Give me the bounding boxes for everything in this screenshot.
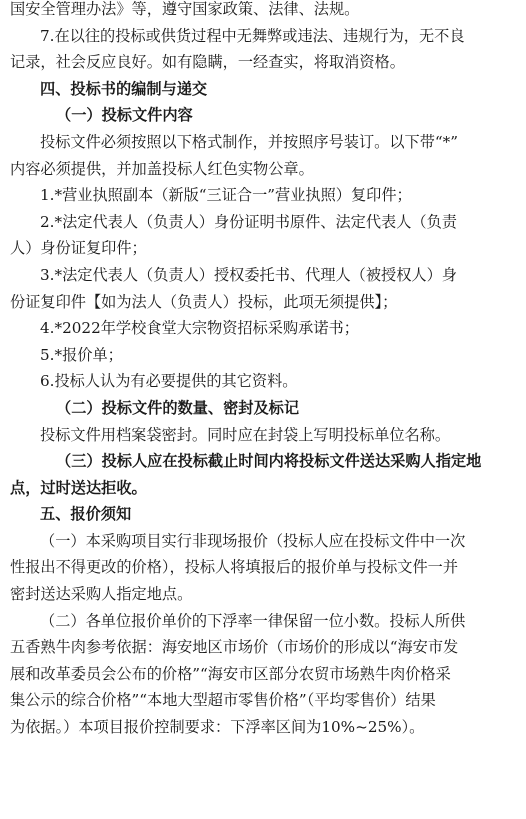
text-line: 为依据。）本项目报价控制要求：下浮率区间为10%~25%）。: [10, 718, 425, 737]
text-line: 内容必须提供，并加盖投标人红色实物公章。: [10, 159, 314, 178]
text-line: 人）身份证复印件；: [10, 239, 147, 258]
list-item: 1.*营业执照副本（新版“三证合一”营业执照）复印件；: [40, 186, 412, 205]
list-item: 4.*2022年学校食堂大宗物资招标采购承诺书；: [40, 319, 359, 338]
text-line: 展和改革委员会公布的价格”“海安市区部分农贸市场熟牛肉价格采: [10, 664, 451, 683]
subsection-heading: （二）投标文件的数量、密封及标记: [56, 398, 299, 417]
text-line: 投标文件必须按照以下格式制作，并按照序号装订。以下带“*”: [40, 132, 458, 151]
text-line: 集公示的综合价格”“本地大型超市零售价格”（平均零售价）结果: [10, 691, 436, 710]
text-line: （一）本采购项目实行非现场报价（投标人应在投标文件中一次: [40, 531, 466, 550]
text-line: 国安全管理办法》等，遵守国家政策、法律、法规。: [10, 0, 360, 18]
subsection-heading: （一）投标文件内容: [56, 106, 193, 125]
list-item: 2.*法定代表人（负责人）身份证明书原件、法定代表人（负责: [40, 212, 457, 231]
list-item: 5.*报价单；: [40, 345, 123, 364]
text-line: 7.在以往的投标或供货过程中无舞弊或违法、违规行为，无不良: [40, 26, 465, 45]
list-item: 3.*法定代表人（负责人）授权委托书、代理人（被授权人）身: [40, 265, 457, 284]
bold-paragraph-line: 点，过时送达拒收。: [10, 478, 147, 497]
text-line: 记录，社会反应良好。如有隐瞒，一经查实，将取消资格。: [10, 53, 405, 72]
section-heading: 五、报价须知: [40, 505, 132, 524]
text-line: （二）各单位报价单价的下浮率一律保留一位小数。投标人所供: [40, 611, 466, 630]
list-item: 6.投标人认为有必要提供的其它资料。: [40, 372, 298, 391]
text-line: 密封送达采购人指定地点。: [10, 585, 193, 604]
text-line: 投标文件用档案袋密封。同时应在封袋上写明投标单位名称。: [40, 425, 451, 444]
text-line: 五香熟牛肉参考依据：海安地区市场价（市场价的形成以“海安市发: [10, 638, 459, 657]
bold-paragraph-line: （三）投标人应在投标截止时间内将投标文件送达采购人指定地: [56, 452, 482, 471]
text-line: 性报出不得更改的价格），投标人将填报后的报价单与投标文件一并: [10, 558, 459, 577]
text-line: 份证复印件【如为法人（负责人）投标，此项无须提供】；: [10, 292, 398, 311]
section-heading: 四、投标书的编制与递交: [40, 79, 208, 98]
